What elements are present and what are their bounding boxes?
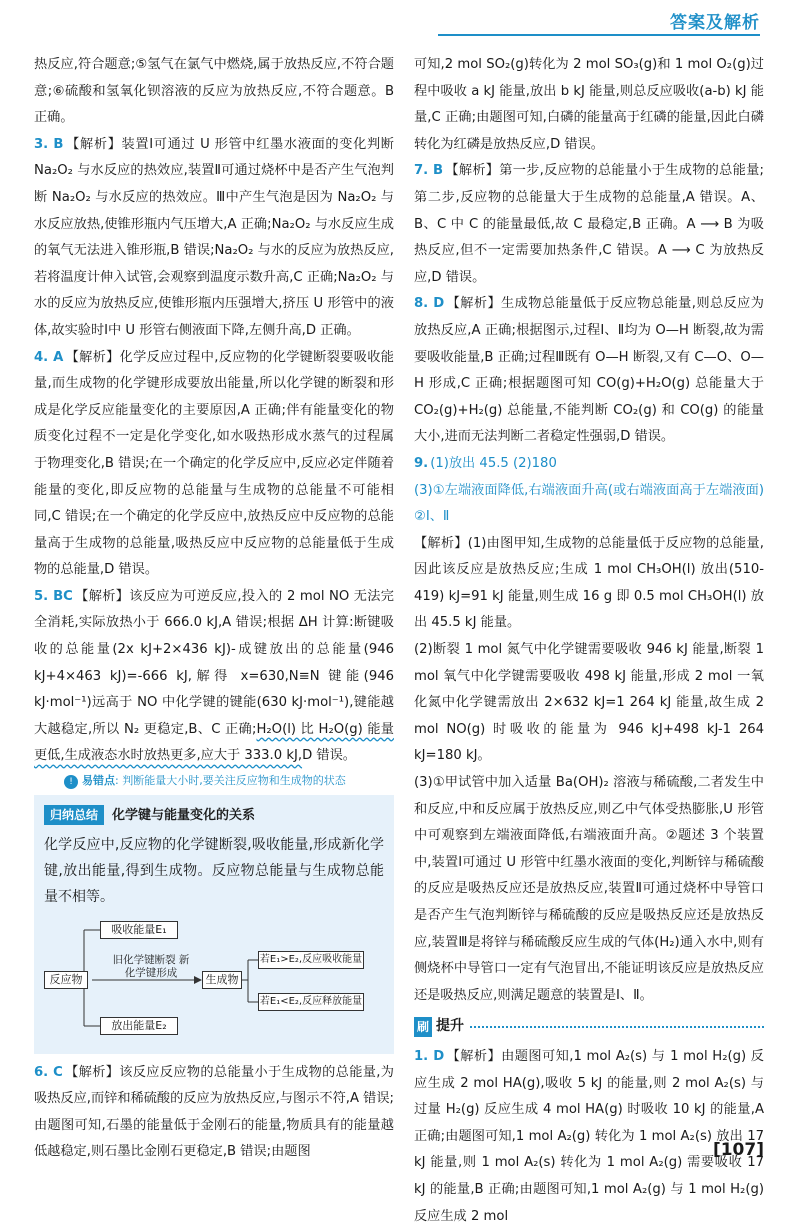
lift-answer-1-text: 【解析】由题图可知,1 mol A₂(s) 与 1 mol H₂(g) 反应生成 2 mol HA(g),吸收 5 kJ 的能量,则 2 mol A₂(s) 与过量 H₂(g) 反应生成 4 mol HA(g) 时吸收 10 kJ 的能量,A 正确;由题图可知,1 mol A₂(g) 转化为 1 mol A₂(s) 放出 17 kJ 能量,则 1 mol A₂(s) 转化为 1 mol A₂(g) 需要吸收 17 kJ 的能量,B 正确;由题图可知,1 mol A₂(g) 与 1 mol H₂(g) 反应生成 2 mol	[414, 1048, 764, 1224]
answer-7-text: 【解析】第一步,反应物的总能量小于生成物的总能量;第二步,反应物的总能量大于生成物的总能量,A 错误。A、B、C 中 C 的能量最低,故 C 最稳定,B 正确。A ⟶ B 为吸热反应,但不一定需要加热条件,C 错误。A ⟶ C 为放热反应,D 错误。	[414, 163, 764, 285]
page-number: [107]	[712, 1140, 764, 1160]
answer-5-text: 【解析】该反应为可逆反应,投入的 2 mol NO 无法完全消耗,实际放热小于 666.0 kJ,A 错误;根据 ΔH 计算:断键吸收的总能量(2x kJ+2×436 kJ)-成键放出的总能量(946 kJ+4×463 kJ)=-666 kJ,解得 x=630,N≡N 键能(946 kJ·mol⁻¹)远高于 NO 中化学键的键能(630 kJ·mol⁻¹),键能越大越稳定,所以 N₂ 更稳定,B、C 正确;	[34, 588, 394, 737]
section-lift	[414, 1013, 764, 1040]
answer-5	[34, 584, 394, 770]
answer-8-num: 8. D	[414, 296, 445, 312]
answer-4-num: 4. A	[34, 349, 64, 365]
lift-answer-1	[414, 1044, 764, 1230]
lift-divider	[470, 1026, 764, 1028]
diagram-release: 放出能量E₂	[100, 1017, 178, 1035]
answer-6-num: 6. C	[34, 1064, 63, 1080]
answer-3-num: 3. B	[34, 136, 64, 152]
answer-6	[34, 1060, 394, 1166]
answer-5-num: 5. BC	[34, 588, 73, 604]
header-title: 答案及解析	[670, 13, 760, 33]
left-column	[34, 52, 394, 1166]
tip-note: ! 易错点: 判断能量大小时,要关注反应物和生成物的状态	[64, 774, 394, 789]
header-rule	[438, 34, 760, 36]
answer-9-part2: (2)断裂 1 mol 氮气中化学键需要吸收 946 kJ 能量,断裂 1 mol 氧气中化学键需要吸收 498 kJ 能量,形成 2 mol 一氧化氮中化学键需放出 2×632 kJ=1 264 kJ 能量,故生成 2 mol NO(g) 时吸收的能量为 946 kJ+498 kJ-1 264 kJ=180 kJ。	[414, 642, 764, 764]
diagram-process: 旧化学键断裂 新化学键形成	[112, 953, 190, 979]
tip-text: 判断能量大小时,要关注反应物和生成物的状态	[122, 774, 346, 788]
answer-8-text: 【解析】生成物总能量低于反应物总能量,则总反应为放热反应,A 正确;根据图示,过程Ⅰ、Ⅱ均为 O—H 断裂,故为需要吸收能量,B 正确;过程Ⅲ既有 O—H 断裂,又有 C—O、O—H 形成,C 正确;根据题图可知 CO(g)+H₂O(g) 总能量大于 CO₂(g)+H₂(g) 总能量,不能判断 CO₂(g) 和 CO(g) 的能量大小,进而无法判断二者稳定性强弱,D 错误。	[414, 296, 764, 445]
answer-3	[34, 132, 394, 345]
energy-diagram	[44, 916, 364, 1044]
answer-8	[414, 291, 764, 451]
answer-9-key	[414, 451, 764, 478]
summary-tag: 归纳总结	[44, 805, 104, 825]
answer-9-part1: 【解析】(1)由图甲知,生成物的总能量低于反应物的总能量,因此该反应是放热反应;生成 1 mol CH₃OH(l) 放出(510-419) kJ=91 kJ 能量,则生成 16 g 即 0.5 mol CH₃OH(l) 放出 45.5 kJ 能量。	[414, 535, 764, 631]
diagram-product: 生成物	[202, 971, 242, 989]
warning-icon: !	[64, 775, 78, 789]
answer-9-num: 9.	[414, 455, 429, 471]
summary-title: 化学键与能量变化的关系	[112, 808, 256, 824]
answer-4	[34, 345, 394, 584]
answer-5-tail: D 错误。	[302, 748, 356, 764]
answer-9-ans2: (3)①左端液面降低,右端液面升高(或右端液面高于左端液面) ②Ⅰ、Ⅱ	[414, 482, 764, 525]
answer-6-text: 【解析】该反应反应物的总能量小于生成物的总能量,为吸热反应,而锌和稀硫酸的反应为放热反应,与图示不符,A 错误;由题图可知,石墨的能量低于金刚石的能量,物质具有的能量越低越稳定,则石墨比金刚石更稳定,B 错误;由题图	[34, 1064, 394, 1160]
answer-4-text: 【解析】化学反应过程中,反应物的化学键断裂要吸收能量,而生成物的化学键形成要放出能量,所以化学键的断裂和形成是化学反应能量变化的主要原因,A 正确;伴有能量变化的物质变化过程不一定是化学变化,如水吸热形成水蒸气的过程属于物理变化,B 错误;在一个确定的化学反应中,反应必定伴随着能量的变化,即反应物的总能量与生成物的总能量不可能相同,C 错误;在一个确定的化学反应中,放热反应中反应物的总能量高于生成物的总能量,吸热反应中反应物的总能量低于生成物的总能量,D 错误。	[34, 349, 394, 578]
summary-box	[34, 795, 394, 1054]
intro-text: 热反应,符合题意;⑤氢气在氯气中燃烧,属于放热反应,不符合题意;⑥硫酸和氢氧化钡溶液的反应为放热反应,不符合题意。B 正确。	[34, 57, 394, 126]
diagram-case-release: 若E₁<E₂,反应释放能量	[258, 993, 364, 1011]
diagram-reactant: 反应物	[44, 971, 88, 989]
lift-tag: 刷	[414, 1017, 432, 1037]
answer-6-continued: 可知,2 mol SO₂(g)转化为 2 mol SO₃(g)和 1 mol O₂(g)过程中吸收 a kJ 能量,放出 b kJ 能量,则总反应吸收(a-b) kJ 能量,C 正确;由题图可知,白磷的能量高于红磷的能量,因此白磷转化为红磷是放热反应,D 错误。	[414, 57, 764, 152]
answer-5-underlined: H₂O(l) 比 H₂O(g) 能量更低,生成液态水时放热更多,应大于 333.0 kJ,	[34, 721, 394, 764]
summary-text: 化学反应中,反应物的化学键断裂,吸收能量,形成新化学键,放出能量,得到生成物。反应物总能量与生成物总能量不相等。	[44, 836, 384, 905]
answer-9-part3: (3)①甲试管中加入适量 Ba(OH)₂ 溶液与稀硫酸,二者发生中和反应,中和反应属于放热反应,则乙中气体受热膨胀,U 形管中可观察到左端液面降低,右端液面升高。②题述 3 个装置中,装置Ⅰ可通过 U 形管中红墨水液面的变化,判断锌与稀硫酸的反应是吸热反应还是放热反应,装置Ⅱ可通过烧杯中导管口是否产生气泡判断锌与稀硫酸的反应是吸热反应还是放热反应,装置Ⅲ是将锌与稀硫酸反应生成的气体(H₂)通入水中,则有侧烧杯中导管口一定有气泡冒出,不能证明该反应是放热反应还是吸热反应,则满足题意的装置是Ⅰ、Ⅱ。	[414, 775, 764, 1003]
answer-7-num: 7. B	[414, 163, 444, 179]
page-number-value: 107	[720, 1140, 757, 1160]
diagram-absorb: 吸收能量E₁	[100, 921, 178, 939]
answer-7	[414, 158, 764, 291]
lift-answer-1-num: 1. D	[414, 1048, 445, 1064]
lift-word: 提升	[436, 1018, 465, 1035]
tip-label: 易错点	[82, 774, 115, 788]
right-column	[414, 52, 764, 1230]
answer-3-text: 【解析】装置Ⅰ可通过 U 形管中红墨水液面的变化判断 Na₂O₂ 与水反应的热效应,装置Ⅱ可通过烧杯中是否产生气泡判断 Na₂O₂ 与水反应的热效应。Ⅲ中产生气泡是因为 Na₂O₂ 与水反应放热,使锥形瓶内气压增大,A 正确;Na₂O₂ 与水反应生成的氧气无法进入锥形瓶,B 错误;Na₂O₂ 与水的反应为放热反应,若将温度计伸入试管,会观察到温度示数升高,C 正确;Na₂O₂ 与水的反应为放热反应,使锥形瓶内压强增大,挤压 U 形管中的液体,故实验时Ⅰ中 U 形管右侧液面下降,左侧升高,D 正确。	[34, 136, 394, 338]
diagram-case-absorb: 若E₁>E₂,反应吸收能量	[258, 951, 364, 969]
answer-9-ans1: (1)放出 45.5 (2)180	[430, 455, 557, 471]
